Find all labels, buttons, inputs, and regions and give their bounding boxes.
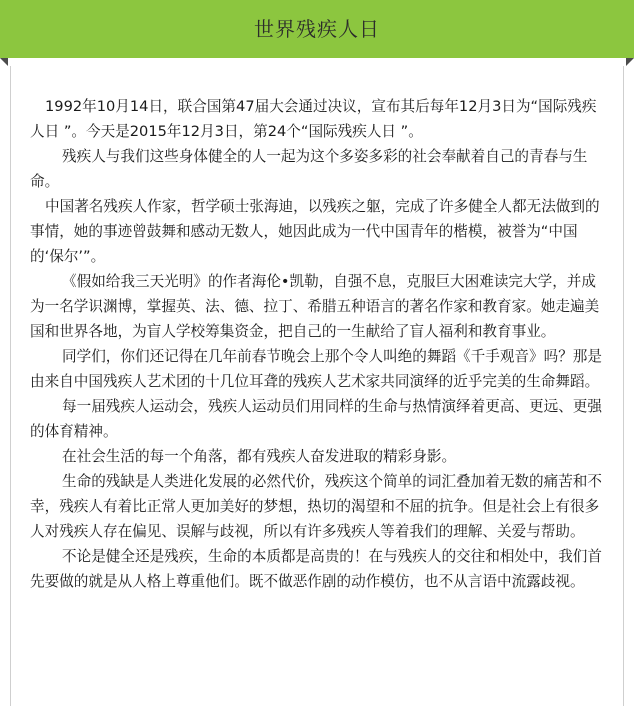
- article-body: [30, 94, 605, 594]
- article-paragraph: 同学们，你们还记得在几年前春节晚会上那个令人叫绝的舞蹈《千手观音》吗？那是由来自中国残疾人艺术团的十几位耳聋的残疾人艺术家共同演绎的近乎完美的生命舞蹈。: [30, 348, 602, 390]
- ribbon-fold-left: [0, 58, 8, 66]
- article-paragraph: 每一届残疾人运动会，残疾人运动员们用同样的生命与热情演绎着更高、更远、更强的体育精神。: [30, 398, 602, 440]
- header-bar: [0, 0, 634, 58]
- article-paragraph: 中国著名残疾人作家，哲学硕士张海迪，以残疾之躯，完成了许多健全人都无法做到的事情，她的事迹曾鼓舞和感动无数人，她因此成为一代中国青年的楷模，被誉为“中国的‘保尔’”。: [30, 198, 600, 265]
- page-title: 世界残疾人日: [254, 17, 380, 41]
- article-paragraph: 不论是健全还是残疾，生命的本质都是高贵的！在与残疾人的交往和相处中，我们首先要做的就是从人格上尊重他们。既不做恶作剧的动作模仿，也不从言语中流露歧视。: [30, 548, 602, 590]
- article-paragraph: 生命的残缺是人类进化发展的必然代价，残疾这个简单的词汇叠加着无数的痛苦和不幸，残疾人有着比正常人更加美好的梦想，热切的渴望和不屈的抗争。但是社会上有很多人对残疾人存在偏见、误解与歧视，所以有许多残疾人等着我们的理解、关爱与帮助。: [30, 473, 602, 540]
- article-paragraph: 1992年10月14日，联合国第47届大会通过决议，宣布其后每年12月3日为“国际残疾人日 ”。今天是2015年12月3日，第24个“国际残疾人日 ”。: [30, 98, 597, 140]
- article-paragraph: 残疾人与我们这些身体健全的人一起为这个多姿多彩的社会奉献着自己的青春与生命。: [30, 148, 588, 190]
- article-paragraph: 在社会生活的每一个角落，都有残疾人奋发进取的精彩身影。: [62, 448, 457, 465]
- article-paragraph: 《假如给我三天光明》的作者海伦•凯勒，自强不息，克服巨大困难读完大学，并成为一名学识渊博，掌握英、法、德、拉丁、希腊五种语言的著名作家和教育家。她走遍美国和世界各地，为盲人学校筹集资金，把自己的一生献给了盲人福利和教育事业。: [30, 273, 600, 340]
- ribbon-fold-right: [626, 58, 634, 66]
